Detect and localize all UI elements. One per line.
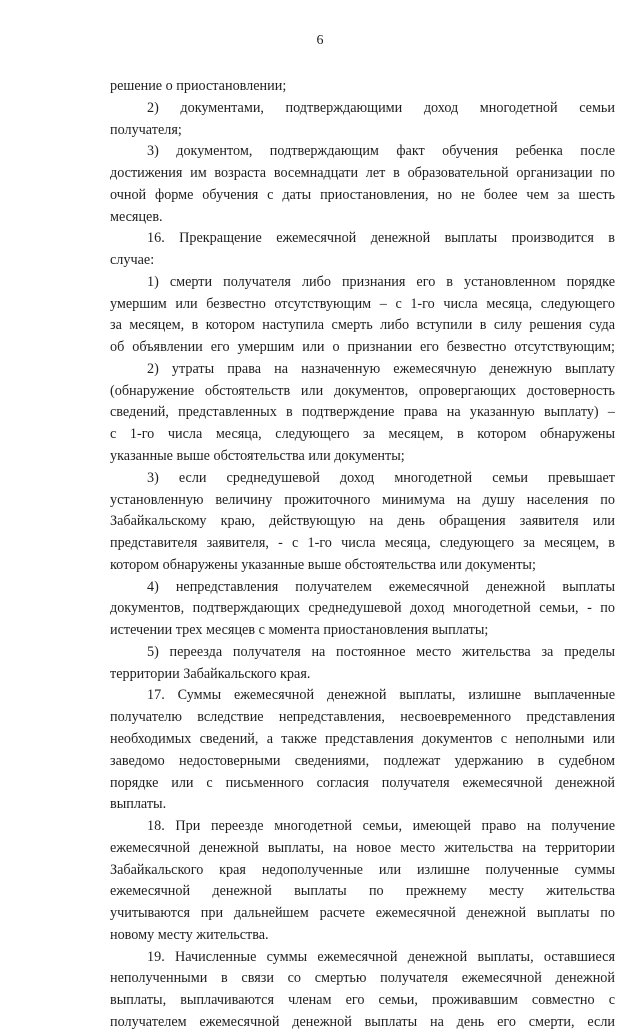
text-line: установленную величину прожиточного минимума на душу населения по	[110, 491, 615, 508]
text-line: указанные выше обстоятельства или документы;	[110, 448, 405, 465]
text-line: учитываются при дальнейшем расчете ежемесячной денежной выплаты по	[110, 905, 615, 922]
text-line: Забайкальскому краю, действующую на день обращения заявителя или	[110, 513, 615, 530]
text-line: сведений, представленных в подтверждение права на указанную выплату) –	[110, 404, 615, 421]
text-line: 2) документами, подтверждающими доход многодетной семьи	[147, 99, 615, 116]
text-line: истечении трех месяцев с момента приостановления выплаты;	[110, 622, 489, 639]
text-line: 3) документом, подтверждающим факт обучения ребенка после	[147, 143, 615, 160]
text-line: 1) смерти получателя либо признания его в установленном порядке	[147, 273, 615, 290]
text-line: с 1-го числа месяца, следующего за месяцем, в котором обнаружены	[110, 426, 615, 443]
text-line: необходимых сведений, а также представления документов с неполными или	[110, 730, 615, 747]
text-line: очной форме обучения с даты приостановления, но не более чем за шесть	[110, 186, 615, 203]
body-text	[110, 76, 615, 1034]
text-line: ежемесячной денежной выплаты по прежнему месту жительства	[110, 883, 615, 900]
text-line: территории Забайкальского края.	[110, 665, 311, 682]
text-line: 19. Начисленные суммы ежемесячной денежной выплаты, оставшиеся	[147, 948, 615, 965]
text-line: представителя заявителя, - с 1-го числа месяца, следующего за месяцем, в	[110, 535, 615, 552]
text-line: 4) непредставления получателем ежемесячной денежной выплаты	[147, 578, 615, 595]
text-line: случае:	[110, 252, 155, 269]
text-line: котором обнаружены указанные выше обстоятельства или документы;	[110, 556, 536, 573]
text-line: Забайкальского края недополученные или излишне полученные суммы	[110, 861, 615, 878]
text-line: ежемесячной денежной выплаты, на новое место жительства на территории	[110, 839, 615, 856]
text-line: (обнаружение обстоятельств или документов, опровергающих достоверность	[110, 382, 615, 399]
text-line: новому месту жительства.	[110, 926, 269, 943]
text-line: об объявлении его умершим или о признании его безвестно отсутствующим;	[110, 339, 615, 356]
text-line: 17. Суммы ежемесячной денежной выплаты, излишне выплаченные	[147, 687, 615, 704]
text-line: месяцев.	[110, 208, 163, 225]
text-line: порядке или с письменного согласия получателя ежемесячной денежной	[110, 774, 615, 791]
text-line: неполученными в связи со смертью получателя ежемесячной денежной	[110, 970, 615, 987]
page-number: 6	[316, 33, 324, 48]
text-line: 3) если среднедушевой доход многодетной семьи превышает	[147, 469, 615, 486]
text-line: документов, подтверждающих среднедушевой доход многодетной семьи, - по	[110, 600, 615, 617]
text-line: получателем ежемесячной денежной выплаты на день его смерти, если	[110, 1013, 615, 1030]
text-line: выплаты, выплачиваются членам его семьи, проживавшим совместно с	[110, 992, 615, 1009]
text-line: за месяцем, в котором наступила смерть либо вступили в силу решения суда	[110, 317, 615, 334]
text-line: получателя;	[110, 121, 182, 138]
text-line: выплаты.	[110, 796, 167, 813]
text-line: заведомо недостоверными сведениями, подлежат удержанию в судебном	[110, 752, 615, 769]
text-line: получателю вследствие непредставления, несвоевременного представления	[110, 709, 615, 726]
text-line: умершим или безвестно отсутствующим – с 1-го числа месяца, следующего	[110, 295, 615, 312]
text-line: 5) переезда получателя на постоянное место жительства за пределы	[147, 643, 615, 660]
text-line: решение о приостановлении;	[110, 78, 287, 94]
text-line: достижения им возраста восемнадцати лет в образовательной организации по	[110, 165, 615, 182]
text-line: 2) утраты права на назначенную ежемесячную денежную выплату	[147, 360, 615, 377]
text-line: 16. Прекращение ежемесячной денежной выплаты производится в	[147, 230, 615, 247]
text-line: 18. При переезде многодетной семьи, имеющей право на получение	[147, 818, 615, 835]
